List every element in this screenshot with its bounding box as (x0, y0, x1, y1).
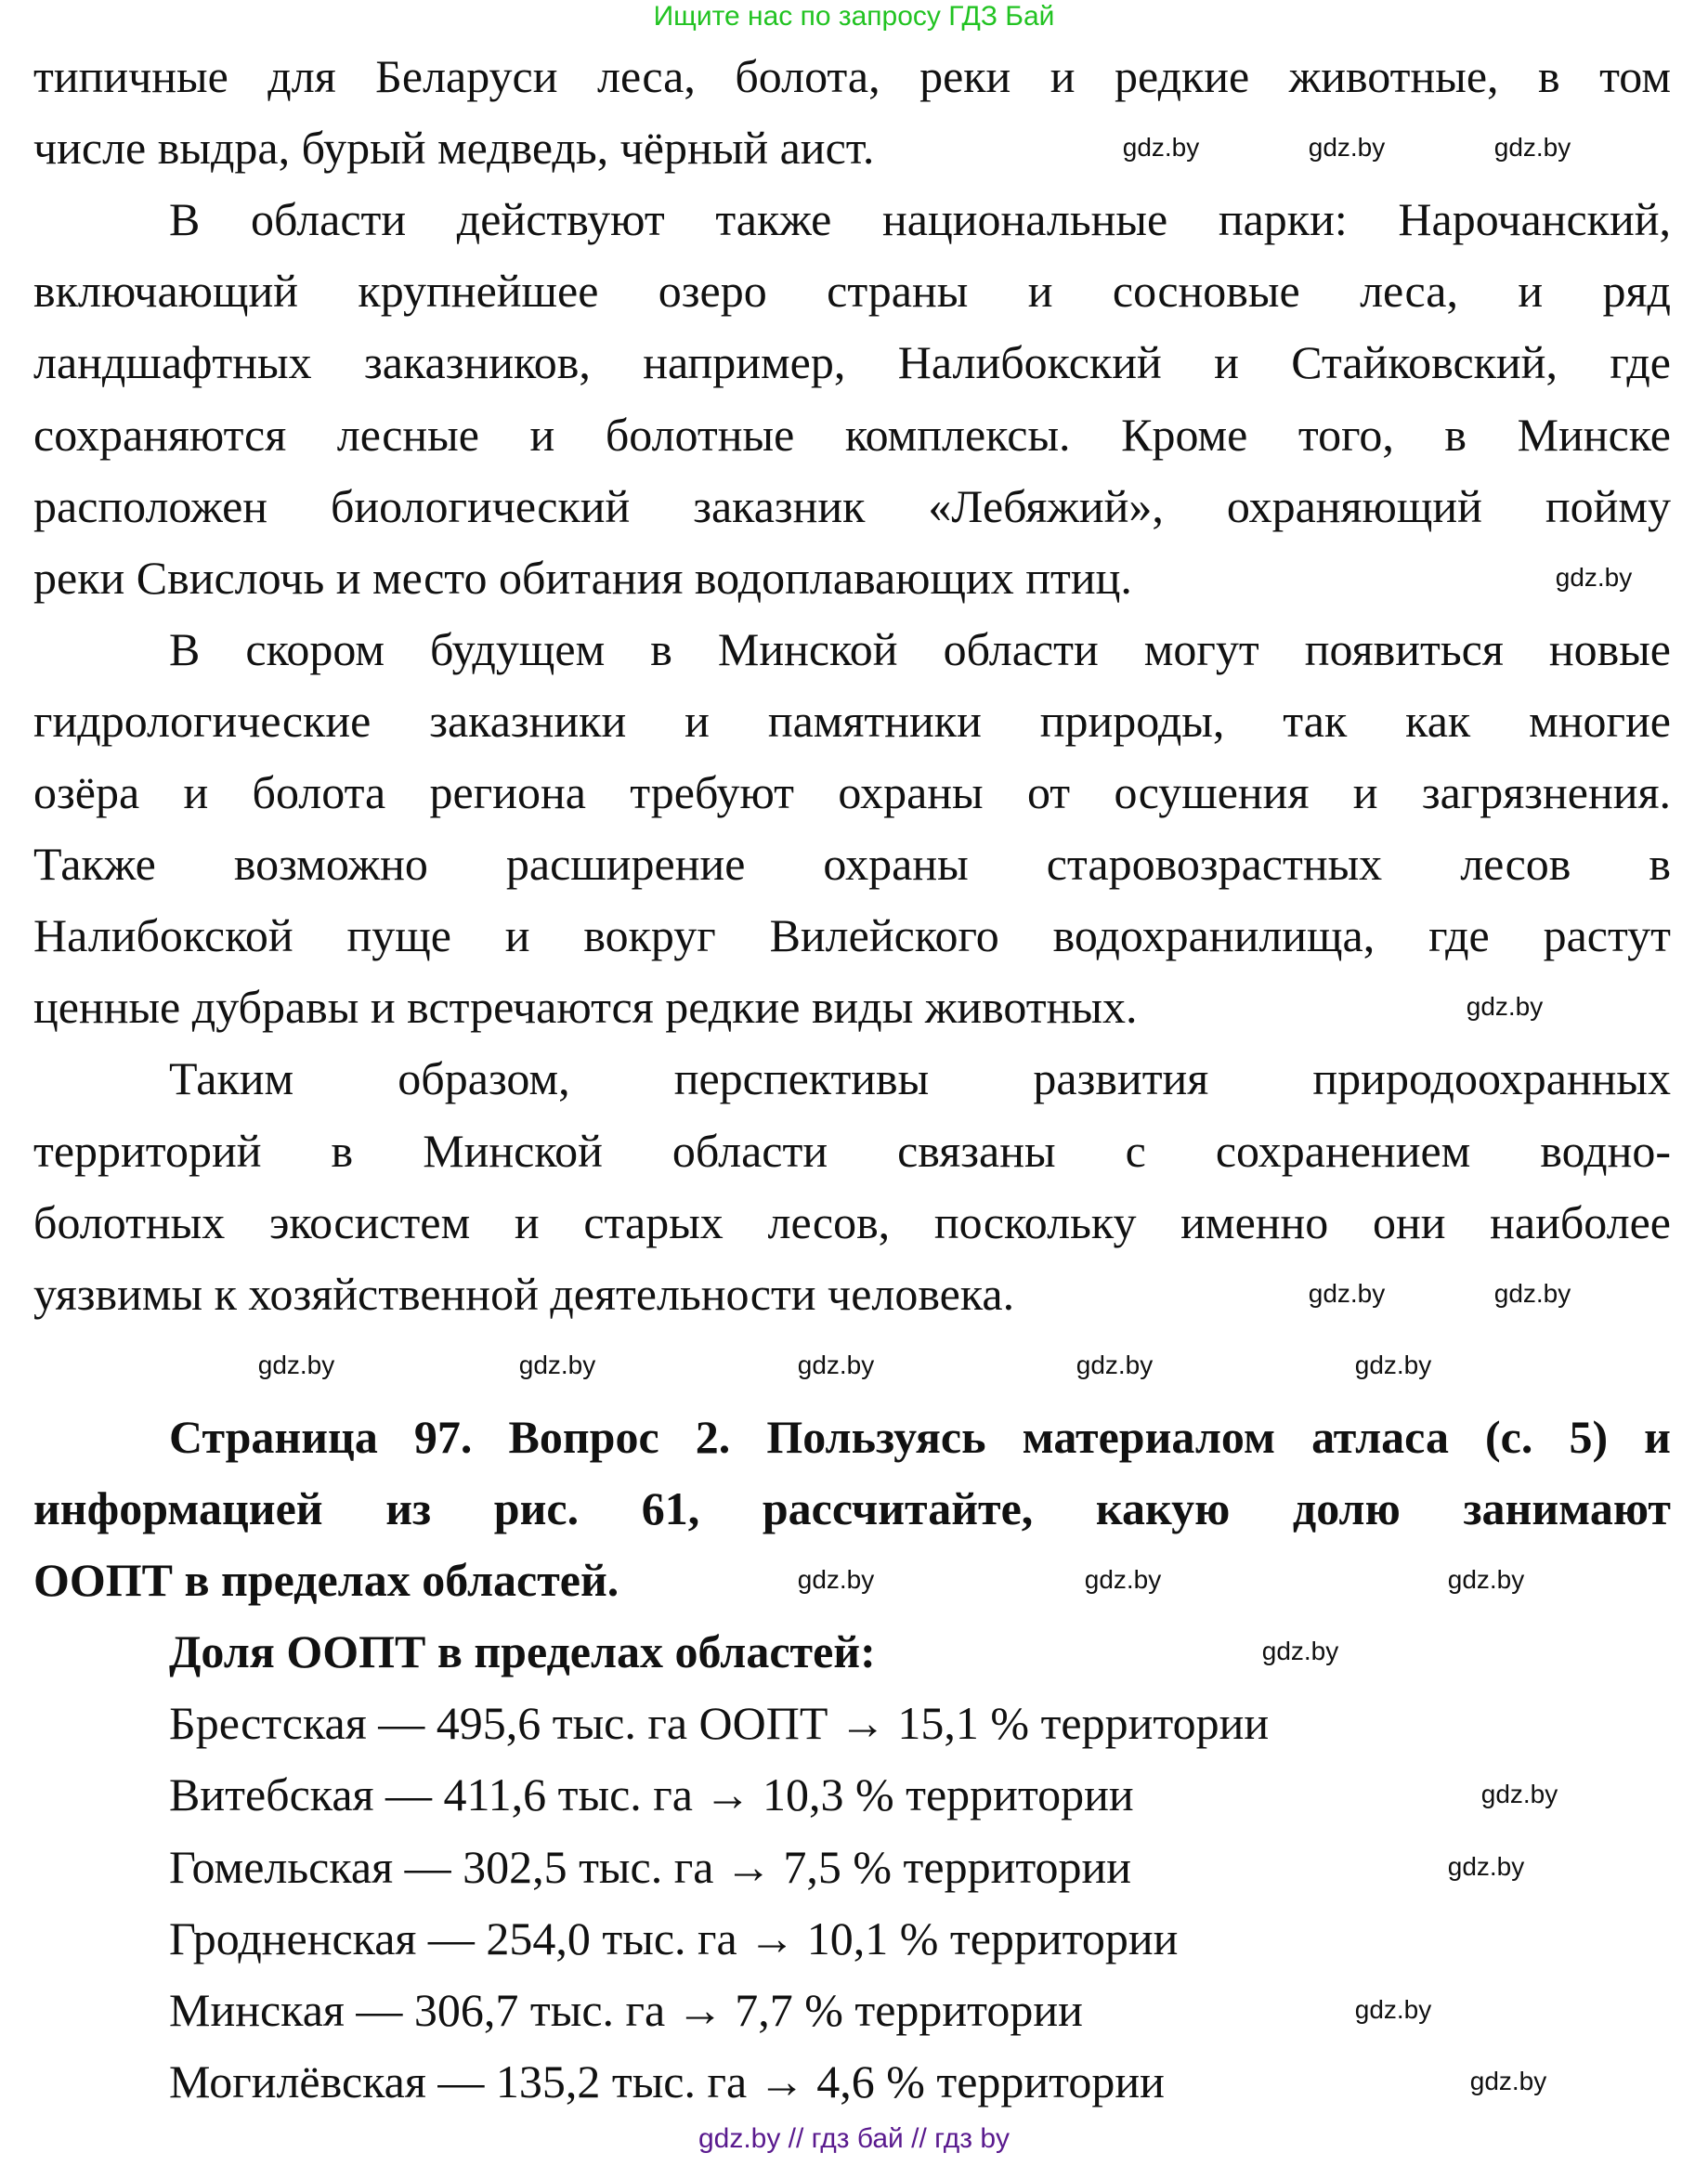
text-line: Налибокской пуще и вокруг Вилейского водохранилища, где растут (33, 909, 1671, 962)
watermark-text: gdz.by (257, 1350, 335, 1379)
text-line: Витебская — 411,6 тыс. га → 10,3 % территории (169, 1768, 1134, 1821)
watermark-text: gdz.by (1447, 1565, 1525, 1595)
watermark-text: gdz.by (1480, 1780, 1558, 1809)
watermark-text: gdz.by (1354, 1350, 1432, 1379)
text-line: В области действуют также национальные парки: Нарочанский, (169, 193, 1671, 246)
question-text-line: информацией из рис. 61, рассчитайте, какую долю занимают (33, 1482, 1671, 1534)
question-text-line: ООПТ в пределах областей. (33, 1554, 619, 1607)
text-line: гидрологические заказники и памятники природы, так как многие (33, 694, 1671, 747)
question-text-line: Страница 97. Вопрос 2. Пользуясь материалом атласа (с. 5) и (169, 1410, 1671, 1463)
watermark-text: gdz.by (1076, 1350, 1154, 1379)
watermark-text: gdz.by (1466, 992, 1544, 1022)
text-line: территорий в Минской области связаны с сохранением водно- (33, 1124, 1671, 1177)
footer-links[interactable]: gdz.by // гдз бай // гдз by (698, 2123, 1010, 2154)
watermark-text: gdz.by (1261, 1637, 1339, 1666)
text-line: болотных экосистем и старых лесов, поскольку именно они наиболее (33, 1195, 1671, 1248)
text-line: В скором будущем в Минской области могут появиться новые (169, 622, 1671, 675)
text-line: сохраняются лесные и болотные комплексы. Кроме того, в Минске (33, 408, 1671, 461)
text-line: Могилёвская — 135,2 тыс. га → 4,6 % территории (169, 2055, 1165, 2107)
text-line: Брестская — 495,6 тыс. га ООПТ → 15,1 % территории (169, 1697, 1270, 1750)
text-line: числе выдра, бурый медведь, чёрный аист. (33, 122, 875, 175)
watermark-text: gdz.by (1308, 133, 1386, 163)
search-hint-banner: Ищите нас по запросу ГДЗ Бай (653, 1, 1055, 32)
text-line: ценные дубравы и встречаются редкие виды животных. (33, 981, 1138, 1034)
watermark-text: gdz.by (1354, 1994, 1432, 2024)
text-line: Гродненская — 254,0 тыс. га → 10,1 % территории (169, 1912, 1179, 1964)
watermark-text: gdz.by (1308, 1278, 1386, 1308)
text-line: Минская — 306,7 тыс. га → 7,7 % территории (169, 1983, 1083, 2036)
watermark-text: gdz.by (797, 1565, 875, 1595)
text-line: Гомельская — 302,5 тыс. га → 7,5 % территории (169, 1840, 1132, 1893)
text-line: расположен биологический заказник «Лебяжий», охраняющий пойму (33, 479, 1671, 532)
question-text-line: Доля ООПТ в пределах областей: (169, 1625, 876, 1678)
text-line: уязвимы к хозяйственной деятельности человека. (33, 1267, 1015, 1320)
watermark-text: gdz.by (1447, 1851, 1525, 1881)
watermark-text: gdz.by (797, 1350, 875, 1379)
watermark-text: gdz.by (1122, 133, 1200, 163)
watermark-text: gdz.by (1493, 133, 1571, 163)
text-line: типичные для Беларуси леса, болота, реки и редкие животные, в том (33, 50, 1671, 102)
text-line: Также возможно расширение охраны старовозрастных лесов в (33, 838, 1671, 891)
text-line: Таким образом, перспективы развития природоохранных (169, 1052, 1671, 1105)
watermark-text: gdz.by (1469, 2066, 1547, 2095)
watermark-text: gdz.by (1493, 1278, 1571, 1308)
text-line: озёра и болота региона требуют охраны от осушения и загрязнения. (33, 766, 1671, 818)
text-line: реки Свислочь и место обитания водоплавающих птиц. (33, 551, 1132, 604)
text-line: ландшафтных заказников, например, Налибокский и Стайковский, где (33, 336, 1671, 389)
watermark-text: gdz.by (1555, 562, 1633, 592)
watermark-text: gdz.by (518, 1350, 596, 1379)
text-line: включающий крупнейшее озеро страны и сосновые леса, и ряд (33, 265, 1671, 318)
watermark-text: gdz.by (1084, 1565, 1162, 1595)
